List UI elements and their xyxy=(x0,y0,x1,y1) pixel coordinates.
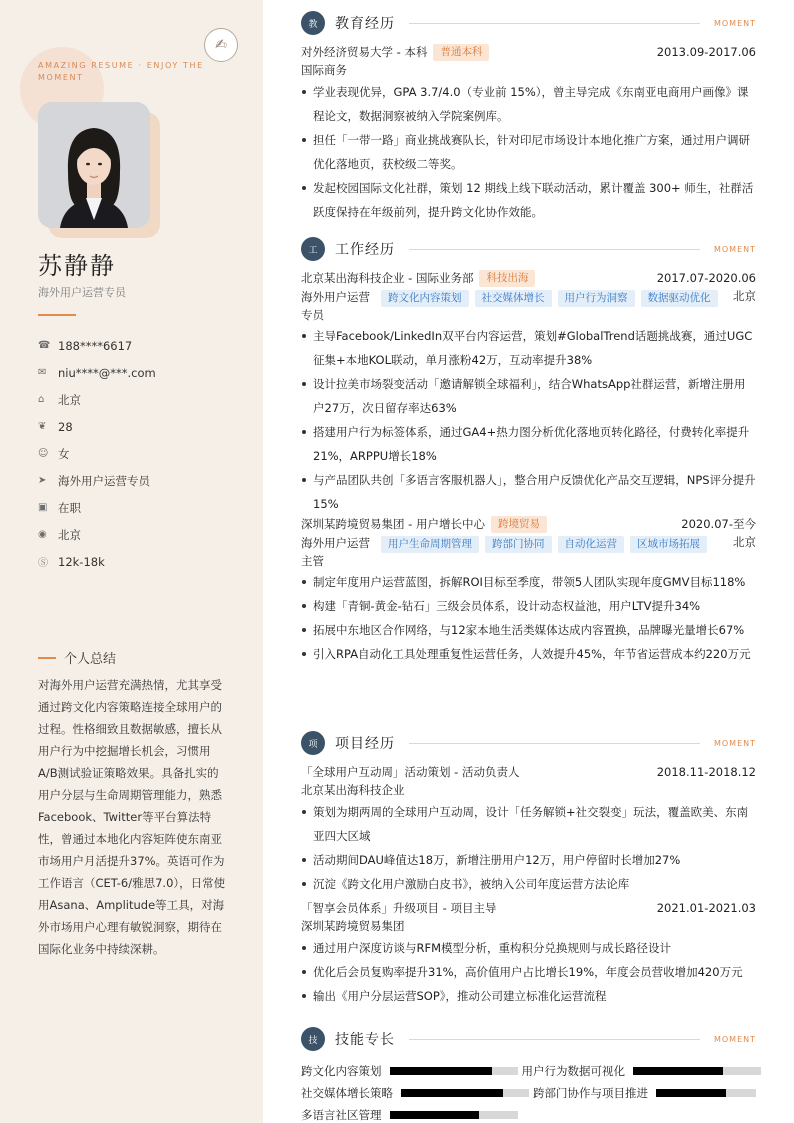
project-header-row xyxy=(301,762,756,782)
project-org: 北京某出海科技企业 xyxy=(301,783,405,797)
list-item: 沉淀《跨文化用户激励白皮书》，被纳入公司年度运营方法论库 xyxy=(301,872,756,896)
skill-tag: 自动化运营 xyxy=(558,536,625,553)
project-date: 2021.01-2021.03 xyxy=(656,901,756,915)
section-divider xyxy=(409,249,700,250)
skill-tag: 跨文化内容策划 xyxy=(381,290,469,307)
section-header-project xyxy=(301,730,756,756)
skill-bar-fill xyxy=(390,1067,492,1075)
list-item: 主导Facebook/LinkedIn双平台内容运营，策划#GlobalTrend话题挑战赛，通过UGC征集+本地KOL联动，单月涨粉42万，互动率提升38% xyxy=(301,324,756,372)
education-header-row xyxy=(301,42,756,62)
accent-divider xyxy=(38,314,76,316)
project-date: 2018.11-2018.12 xyxy=(656,765,756,779)
list-item: 输出《用户分层运营SOP》，推动公司建立标准化运营流程 xyxy=(301,984,756,1008)
skill-item xyxy=(301,1107,518,1123)
work-bullets xyxy=(301,570,756,666)
skill-bar xyxy=(401,1089,529,1097)
skill-item xyxy=(522,1063,762,1079)
work-entry-2 xyxy=(301,514,756,666)
section-title: 工作经历 xyxy=(335,242,395,258)
education-icon: 教 xyxy=(301,11,325,35)
skill-item xyxy=(301,1085,529,1101)
company-name: 深圳某跨境贸易集团 - 用户增长中心 xyxy=(301,517,485,531)
list-item: 搭建用户行为标签体系，通过GA4+热力图分析优化落地页转化路径，付费转化率提升21%，ARPPU增长18% xyxy=(301,420,756,468)
section-title: 教育经历 xyxy=(335,16,395,32)
project-entry-2 xyxy=(301,898,756,1008)
mail-icon: ✉ xyxy=(38,367,47,378)
info-item-salary xyxy=(38,548,156,575)
info-text: 北京 xyxy=(58,392,81,407)
candidate-name: 苏静静 xyxy=(38,252,116,280)
skill-item xyxy=(301,1063,518,1079)
info-item-target-role xyxy=(38,467,156,494)
section-header-work xyxy=(301,236,756,262)
skill-tags xyxy=(381,290,732,307)
info-text: 北京 xyxy=(58,527,81,542)
section-header-skills xyxy=(301,1026,756,1052)
info-item-gender xyxy=(38,440,156,467)
list-item: 与产品团队共创「多语言客服机器人」，整合用户反馈优化产品交互逻辑，NPS评分提升15% xyxy=(301,468,756,516)
contact-info-list xyxy=(38,332,156,575)
section-header-education xyxy=(301,10,756,36)
job-title-row xyxy=(301,534,756,570)
work-date: 2017.07-2020.06 xyxy=(656,271,756,285)
section-tag: MOMENT xyxy=(713,1034,756,1044)
industry-badge: 科技出海 xyxy=(479,270,535,287)
profile-photo xyxy=(38,102,150,228)
gender-icon: ☺ xyxy=(38,448,49,459)
skill-tags xyxy=(381,536,732,553)
signature-icon: ✍ xyxy=(204,28,238,62)
tagline: AMAZING RESUME · ENJOY THE MOMENT xyxy=(38,61,204,82)
project-header-row xyxy=(301,898,756,918)
list-item: 引入RPA自动化工具处理重复性运营任务，人效提升45%，年节省运营成本约220万元 xyxy=(301,642,756,666)
work-location: 北京 xyxy=(733,289,756,303)
project-bullets xyxy=(301,936,756,1008)
job-title-row xyxy=(301,288,756,324)
skill-bar-fill xyxy=(656,1089,726,1097)
candidate-role: 海外用户运营专员 xyxy=(38,286,126,299)
list-item: 担任「一带一路」商业挑战赛队长，针对印尼市场设计本地化推广方案，通过用户调研优化落地页，获校级二等奖。 xyxy=(301,128,756,176)
skills-list xyxy=(301,1060,781,1123)
list-item: 通过用户深度访谈与RFM模型分析，重构积分兑换规则与成长路径设计 xyxy=(301,936,756,960)
summary-accent xyxy=(38,657,56,659)
project-name: 「全球用户互动周」活动策划 - 活动负责人 xyxy=(301,765,520,779)
skill-bar-fill xyxy=(633,1067,723,1075)
skill-row xyxy=(301,1060,781,1082)
project-icon: 项 xyxy=(301,731,325,755)
section-tag: MOMENT xyxy=(713,738,756,748)
skill-name: 多语言社区管理 xyxy=(301,1108,382,1122)
info-item-age xyxy=(38,413,156,440)
skill-name: 跨文化内容策划 xyxy=(301,1064,382,1078)
section-tag: MOMENT xyxy=(713,18,756,28)
project-org: 深圳某跨境贸易集团 xyxy=(301,919,405,933)
list-item: 学业表现优异，GPA 3.7/4.0（专业前 15%），曾主导完成《东南亚电商用户画像》课程论文，数据洞察被纳入学院案例库。 xyxy=(301,80,756,128)
list-item: 策划为期两周的全球用户互动周，设计「任务解锁+社交裂变」玩法，覆盖欧美、东南亚四大区域 xyxy=(301,800,756,848)
summary-title-text: 个人总结 xyxy=(64,652,117,667)
briefcase-icon: ▣ xyxy=(38,502,48,513)
birthday-icon: ❦ xyxy=(38,421,47,432)
work-date: 2020.07-至今 xyxy=(681,517,756,531)
skill-tag: 区域市场拓展 xyxy=(630,536,707,553)
education-date: 2013.09-2017.06 xyxy=(656,45,756,59)
section-title: 项目经历 xyxy=(335,736,395,752)
send-icon: ➤ xyxy=(38,475,47,486)
skill-bar xyxy=(390,1111,518,1119)
work-icon: 工 xyxy=(301,237,325,261)
location-pin-icon: ◉ xyxy=(38,529,47,540)
job-title: 海外用户运营主管 xyxy=(301,536,370,568)
work-bullets xyxy=(301,324,756,516)
list-item: 制定年度用户运营蓝图，拆解ROI目标至季度，带领5人团队实现年度GMV目标118% xyxy=(301,570,756,594)
home-icon: ⌂ xyxy=(38,394,45,405)
info-item-hometown xyxy=(38,386,156,413)
list-item: 优化后会员复购率提升31%，高价值用户占比增长19%，年度会员营收增加420万元 xyxy=(301,960,756,984)
salary-icon: Ⓢ xyxy=(38,558,48,569)
skill-tag: 用户生命周期管理 xyxy=(381,536,479,553)
work-location: 北京 xyxy=(733,535,756,549)
degree-badge: 普通本科 xyxy=(433,44,489,61)
project-entry-1 xyxy=(301,762,756,896)
portrait-illustration xyxy=(38,102,150,228)
list-item: 活动期间DAU峰值达18万，新增注册用户12万，用户停留时长增加27% xyxy=(301,848,756,872)
skill-row xyxy=(301,1104,781,1123)
company-name: 北京某出海科技企业 - 国际业务部 xyxy=(301,271,474,285)
info-item-email xyxy=(38,359,156,386)
skill-tag: 跨部门协同 xyxy=(485,536,552,553)
section-title: 技能专长 xyxy=(335,1032,395,1048)
skill-bar xyxy=(633,1067,761,1075)
skill-name: 社交媒体增长策略 xyxy=(301,1086,393,1100)
skill-row xyxy=(301,1082,781,1104)
section-divider xyxy=(409,23,700,24)
school-name: 对外经济贸易大学 - 本科 xyxy=(301,45,428,59)
list-item: 构建「青铜-黄金-钻石」三级会员体系，设计动态权益池，用户LTV提升34% xyxy=(301,594,756,618)
education-bullets xyxy=(301,80,756,224)
phone-icon: ☎ xyxy=(38,340,51,351)
skill-tag: 数据驱动优化 xyxy=(641,290,718,307)
info-text: niu****@***.com xyxy=(58,365,156,380)
sidebar xyxy=(0,0,263,1123)
industry-badge: 跨境贸易 xyxy=(491,516,547,533)
section-divider xyxy=(409,743,700,744)
project-bullets xyxy=(301,800,756,896)
skill-bar xyxy=(656,1089,756,1097)
project-name: 「智享会员体系」升级项目 - 项目主导 xyxy=(301,901,497,915)
section-divider xyxy=(409,1039,700,1040)
info-item-location xyxy=(38,521,156,548)
skill-tag: 社交媒体增长 xyxy=(475,290,552,307)
education-entry xyxy=(301,42,756,224)
list-item: 发起校园国际文化社群，策划 12 期线上线下联动活动，累计覆盖 300+ 师生，社群活跃度保持在年级前列，提升跨文化协作效能。 xyxy=(301,176,756,224)
list-item: 拓展中东地区合作网络，与12家本地生活类媒体达成内容置换，品牌曝光量增长67% xyxy=(301,618,756,642)
skill-item xyxy=(533,1085,756,1101)
work-header-row xyxy=(301,514,756,534)
summary-text: 对海外用户运营充满热情，尤其享受通过跨文化内容策略连接全球用户的过程。性格细致且数据敏感，擅长从用户行为中挖掘增长机会，习惯用A/B测试验证策略效果。具备扎实的用户分层与生命周期管理能力，熟悉Facebook、Twitter等平台算法特性，曾通过本地化内容矩阵使东南亚市场用户月活提升37%。英语可作为工作语言（CET-6/雅思7.0），日常使用Asana、Amplitude等工具，对海外市场用户心理有敏锐洞察，期待在国际化业务中持续深耕。 xyxy=(38,678,226,956)
skills-icon: 技 xyxy=(301,1027,325,1051)
list-item: 设计拉美市场裂变活动「邀请解锁全球福利」，结合WhatsApp社群运营，新增注册用户27万，次日留存率达63% xyxy=(301,372,756,420)
job-title: 海外用户运营专员 xyxy=(301,290,370,322)
skill-name: 用户行为数据可视化 xyxy=(521,1064,625,1078)
skill-tag: 用户行为洞察 xyxy=(558,290,635,307)
info-text: 188****6617 xyxy=(58,338,133,353)
skill-name: 跨部门协作与项目推进 xyxy=(533,1086,648,1100)
info-text: 28 xyxy=(58,419,73,434)
skill-bar-fill xyxy=(390,1111,480,1119)
info-text: 海外用户运营专员 xyxy=(58,473,150,488)
info-item-phone xyxy=(38,332,156,359)
info-text: 女 xyxy=(58,446,70,461)
info-item-status xyxy=(38,494,156,521)
skill-bar xyxy=(390,1067,518,1075)
major: 国际商务 xyxy=(301,63,347,77)
info-text: 12k-18k xyxy=(58,554,105,569)
info-text: 在职 xyxy=(58,500,81,515)
section-tag: MOMENT xyxy=(713,244,756,254)
work-entry-1 xyxy=(301,268,756,516)
skill-bar-fill xyxy=(401,1089,503,1097)
work-header-row xyxy=(301,268,756,288)
summary-heading xyxy=(38,648,116,667)
